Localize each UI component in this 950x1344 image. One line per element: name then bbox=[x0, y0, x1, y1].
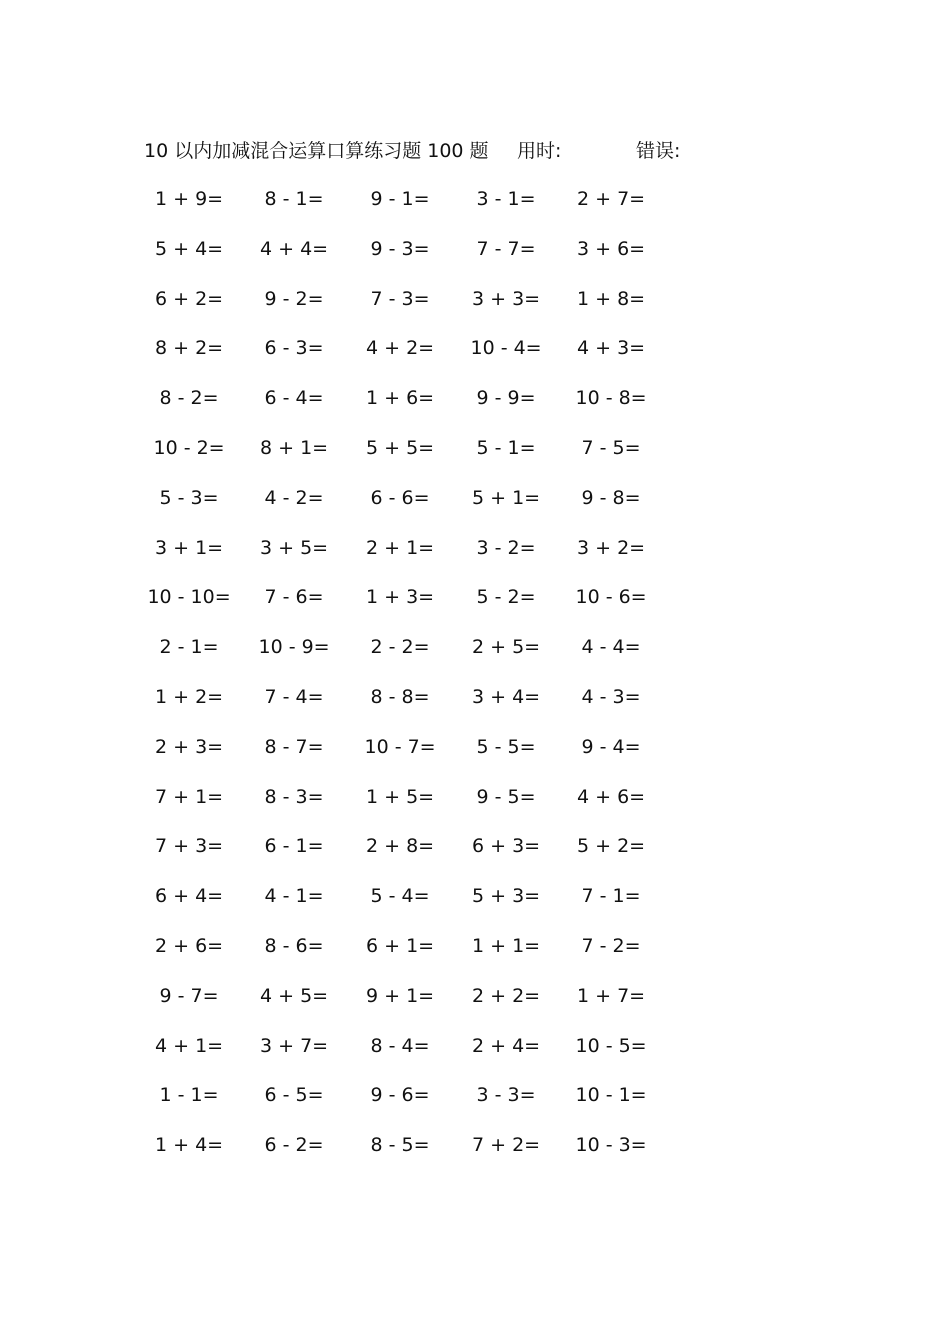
problem-row bbox=[0, 930, 950, 980]
problem-cell: 3 - 3= bbox=[476, 1084, 536, 1107]
problem-cell: 5 - 5= bbox=[476, 735, 536, 758]
worksheet-title: 10 以内加减混合运算口算练习题 100 题 bbox=[144, 140, 489, 162]
problem-cell: 9 - 1= bbox=[370, 188, 430, 210]
problem-cell: 9 - 2= bbox=[264, 287, 324, 310]
problem-cell: 5 + 4= bbox=[155, 237, 224, 260]
problem-cell: 8 - 5= bbox=[370, 1134, 430, 1157]
problem-cell: 7 + 2= bbox=[472, 1134, 541, 1157]
problem-cell: 10 - 6= bbox=[575, 586, 647, 609]
problem-cell: 1 + 3= bbox=[366, 586, 435, 609]
problem-grid bbox=[0, 183, 950, 1179]
problem-cell: 5 + 5= bbox=[366, 436, 435, 459]
problem-cell: 10 - 9= bbox=[258, 636, 330, 659]
problem-cell: 4 + 6= bbox=[577, 785, 646, 808]
problem-cell: 7 - 3= bbox=[370, 287, 430, 310]
problem-row bbox=[0, 1129, 950, 1179]
problem-row bbox=[0, 781, 950, 831]
problem-cell: 2 + 7= bbox=[577, 188, 646, 210]
problem-cell: 4 - 1= bbox=[264, 885, 324, 908]
problem-cell: 10 - 7= bbox=[364, 735, 436, 758]
problem-cell: 7 - 4= bbox=[264, 685, 324, 708]
problem-cell: 5 - 4= bbox=[370, 885, 430, 908]
time-used-label: 用时: bbox=[517, 140, 562, 162]
problem-cell: 7 - 1= bbox=[581, 885, 641, 908]
problem-cell: 8 - 8= bbox=[370, 685, 430, 708]
problem-cell: 4 - 2= bbox=[264, 486, 324, 509]
problem-cell: 7 - 5= bbox=[581, 436, 641, 459]
problem-cell: 8 - 4= bbox=[370, 1034, 430, 1057]
problem-cell: 6 - 4= bbox=[264, 387, 324, 410]
problem-cell: 8 + 1= bbox=[260, 436, 329, 459]
problem-cell: 8 - 6= bbox=[264, 934, 324, 957]
problem-row bbox=[0, 1030, 950, 1080]
problem-cell: 10 - 3= bbox=[575, 1134, 647, 1157]
problem-cell: 9 - 9= bbox=[476, 387, 536, 410]
problem-cell: 4 + 3= bbox=[577, 337, 646, 360]
problem-row bbox=[0, 382, 950, 432]
problem-cell: 10 - 1= bbox=[575, 1084, 647, 1107]
problem-cell: 4 - 3= bbox=[581, 685, 641, 708]
problem-cell: 4 + 1= bbox=[155, 1034, 224, 1057]
problem-cell: 2 + 3= bbox=[155, 735, 224, 758]
problem-cell: 9 - 8= bbox=[581, 486, 641, 509]
problem-cell: 2 + 8= bbox=[366, 835, 435, 858]
problem-cell: 1 + 4= bbox=[155, 1134, 224, 1157]
problem-cell: 3 + 3= bbox=[472, 287, 541, 310]
problem-cell: 1 + 2= bbox=[155, 685, 224, 708]
problem-cell: 6 + 3= bbox=[472, 835, 541, 858]
problem-cell: 9 - 5= bbox=[476, 785, 536, 808]
problem-row bbox=[0, 283, 950, 333]
problem-cell: 6 - 5= bbox=[264, 1084, 324, 1107]
problem-cell: 1 - 1= bbox=[159, 1084, 219, 1107]
problem-cell: 3 + 2= bbox=[577, 536, 646, 559]
problem-cell: 10 - 10= bbox=[147, 586, 231, 609]
problem-cell: 1 + 7= bbox=[577, 984, 646, 1007]
problem-cell: 5 - 1= bbox=[476, 436, 536, 459]
problem-row bbox=[0, 482, 950, 532]
problem-cell: 10 - 5= bbox=[575, 1034, 647, 1057]
problem-cell: 3 + 7= bbox=[260, 1034, 329, 1057]
problem-cell: 5 + 3= bbox=[472, 885, 541, 908]
problem-row bbox=[0, 731, 950, 781]
problem-cell: 2 + 1= bbox=[366, 536, 435, 559]
problem-cell: 10 - 2= bbox=[153, 436, 225, 459]
problem-cell: 9 - 3= bbox=[370, 237, 430, 260]
problem-cell: 6 - 2= bbox=[264, 1134, 324, 1157]
problem-row bbox=[0, 1079, 950, 1129]
problem-row bbox=[0, 980, 950, 1030]
problem-row bbox=[0, 432, 950, 482]
problem-cell: 1 + 5= bbox=[366, 785, 435, 808]
problem-cell: 3 + 6= bbox=[577, 237, 646, 260]
problem-cell: 6 + 2= bbox=[155, 287, 224, 310]
problem-cell: 10 - 4= bbox=[470, 337, 542, 360]
problem-cell: 9 - 4= bbox=[581, 735, 641, 758]
problem-cell: 7 - 6= bbox=[264, 586, 324, 609]
problem-cell: 3 + 1= bbox=[155, 536, 224, 559]
problem-cell: 4 - 4= bbox=[581, 636, 641, 659]
problem-cell: 3 + 5= bbox=[260, 536, 329, 559]
problem-cell: 5 - 2= bbox=[476, 586, 536, 609]
problem-cell: 1 + 8= bbox=[577, 287, 646, 310]
problem-cell: 7 - 2= bbox=[581, 934, 641, 957]
problem-row bbox=[0, 233, 950, 283]
problem-cell: 10 - 8= bbox=[575, 387, 647, 410]
problem-cell: 9 - 6= bbox=[370, 1084, 430, 1107]
problem-row bbox=[0, 681, 950, 731]
problem-row bbox=[0, 581, 950, 631]
problem-cell: 5 + 1= bbox=[472, 486, 541, 509]
problem-row bbox=[0, 183, 950, 233]
problem-cell: 8 - 3= bbox=[264, 785, 324, 808]
problem-cell: 2 + 4= bbox=[472, 1034, 541, 1057]
problem-cell: 2 + 2= bbox=[472, 984, 541, 1007]
problem-cell: 2 - 1= bbox=[159, 636, 219, 659]
problem-cell: 1 + 1= bbox=[472, 934, 541, 957]
problem-cell: 3 - 2= bbox=[476, 536, 536, 559]
error-count-label: 错误: bbox=[636, 140, 681, 162]
problem-cell: 7 + 1= bbox=[155, 785, 224, 808]
problem-cell: 7 - 7= bbox=[476, 237, 536, 260]
problem-cell: 8 - 7= bbox=[264, 735, 324, 758]
problem-cell: 3 + 4= bbox=[472, 685, 541, 708]
problem-row bbox=[0, 631, 950, 681]
problem-cell: 2 + 6= bbox=[155, 934, 224, 957]
problem-cell: 8 + 2= bbox=[155, 337, 224, 360]
problem-cell: 1 + 6= bbox=[366, 387, 435, 410]
problem-cell: 3 - 1= bbox=[476, 188, 536, 210]
problem-cell: 7 + 3= bbox=[155, 835, 224, 858]
problem-cell: 8 - 1= bbox=[264, 188, 324, 210]
problem-cell: 6 + 1= bbox=[366, 934, 435, 957]
problem-cell: 4 + 5= bbox=[260, 984, 329, 1007]
problem-cell: 9 - 7= bbox=[159, 984, 219, 1007]
problem-cell: 6 + 4= bbox=[155, 885, 224, 908]
problem-cell: 8 - 2= bbox=[159, 387, 219, 410]
problem-cell: 2 - 2= bbox=[370, 636, 430, 659]
problem-cell: 1 + 9= bbox=[155, 188, 224, 210]
problem-cell: 9 + 1= bbox=[366, 984, 435, 1007]
problem-row bbox=[0, 532, 950, 582]
problem-row bbox=[0, 332, 950, 382]
problem-cell: 2 + 5= bbox=[472, 636, 541, 659]
problem-cell: 4 + 4= bbox=[260, 237, 329, 260]
problem-cell: 6 - 1= bbox=[264, 835, 324, 858]
problem-row bbox=[0, 830, 950, 880]
problem-cell: 4 + 2= bbox=[366, 337, 435, 360]
problem-cell: 6 - 6= bbox=[370, 486, 430, 509]
problem-cell: 6 - 3= bbox=[264, 337, 324, 360]
problem-cell: 5 - 3= bbox=[159, 486, 219, 509]
problem-cell: 5 + 2= bbox=[577, 835, 646, 858]
problem-row bbox=[0, 880, 950, 930]
